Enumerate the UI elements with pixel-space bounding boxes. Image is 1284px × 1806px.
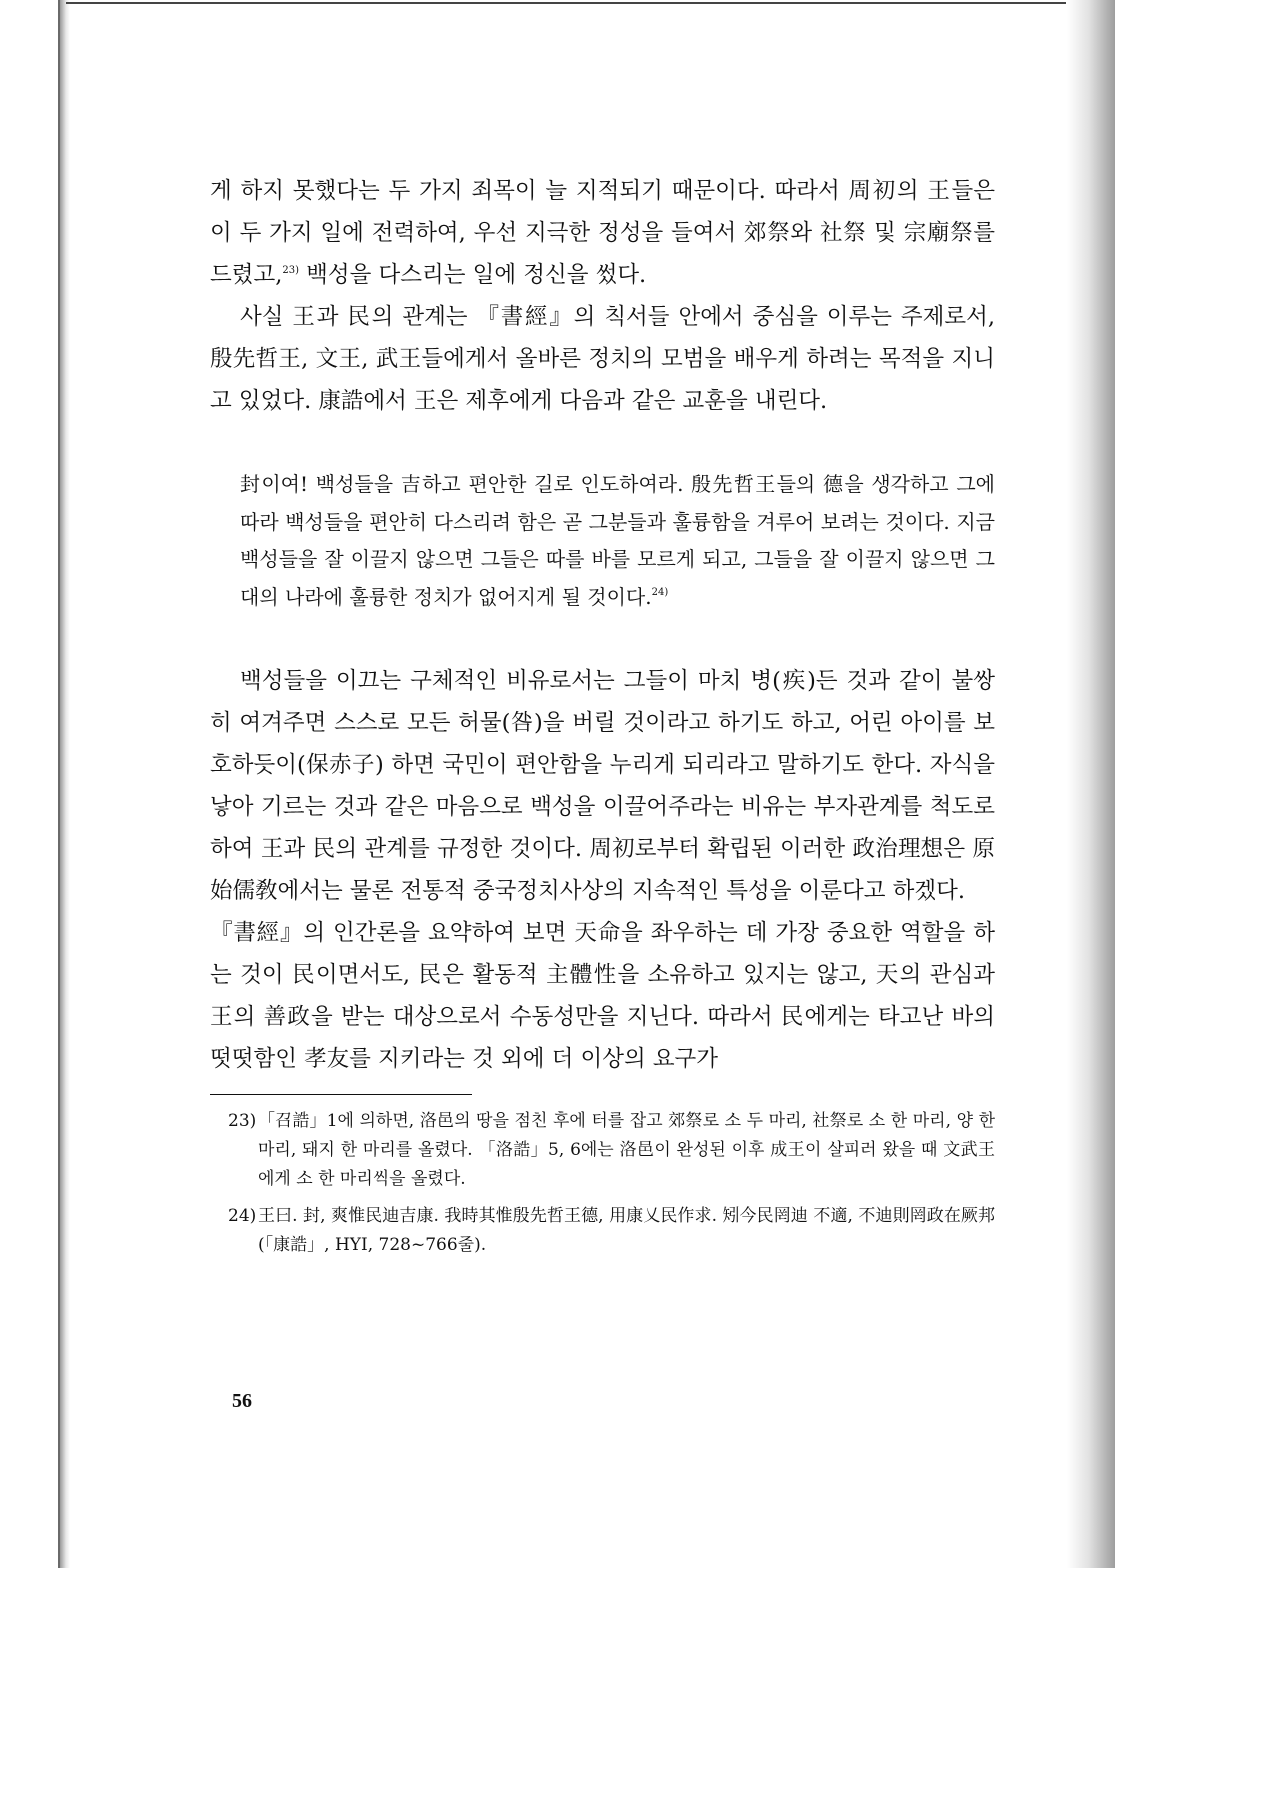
page-edge-left bbox=[58, 0, 70, 1568]
paragraph-shujing: 『書經』의 인간론을 요약하여 보면 天命을 좌우하는 데 가장 중요한 역할을 하는 것이 民이면서도, 民은 활동적 主體性을 소유하고 있지는 않고, 天의 관심과 王의 善政을 받는 대상으로서 수동성만을 지닌다. 따라서 民에게는 타고난 바의 떳떳함인 孝友를 지키라는 것 외에 더 이상의 요구가 bbox=[210, 920, 995, 1072]
block-quote bbox=[240, 466, 995, 616]
paragraph-continued bbox=[210, 170, 995, 296]
footnote-number: 23) bbox=[228, 1111, 257, 1131]
block-quote-text: 封이여! 백성들을 吉하고 편안한 길로 인도하여라. 殷先哲王들의 德을 생각하고 그에 따라 백성들을 편안히 다스리려 함은 곧 그분들과 훌륭함을 겨루어 보려는 것이다. 지금 백성들을 잘 이끌지 않으면 그들은 따를 바를 모르게 되고, 그들을 잘 이끌지 않으면 그대의 나라에 훌륭한 정치가 없어지게 될 것이다. bbox=[240, 472, 995, 609]
paragraph-text: 게 하지 못했다는 두 가지 죄목이 늘 지적되기 때문이다. 따라서 周初의 王들은 이 두 가지 일에 전력하여, 우선 지극한 정성을 들여서 郊祭와 社祭 및 宗廟祭를 드렸고, bbox=[210, 178, 995, 288]
footnotes bbox=[210, 1107, 995, 1260]
footnote-ref-24: 24) bbox=[651, 586, 669, 598]
paragraph-king-people: 사실 王과 民의 관계는 『書經』의 칙서들 안에서 중심을 이루는 주제로서, 殷先哲王, 文王, 武王들에게서 올바른 정치의 모범을 배우게 하려는 목적을 지니고 있었다. 康誥에서 王은 제후에게 다음과 같은 교훈을 내린다. bbox=[210, 304, 995, 414]
footnote-24 bbox=[228, 1202, 995, 1260]
text-block bbox=[210, 170, 995, 1260]
footnote-divider bbox=[210, 1094, 472, 1095]
page-shadow-right bbox=[1067, 0, 1115, 1568]
footnote-ref-23: 23) bbox=[282, 265, 299, 276]
footnote-number: 24) bbox=[228, 1206, 257, 1226]
page-number: 56 bbox=[232, 1390, 252, 1412]
paragraph-text-tail: 백성을 다스리는 일에 정신을 썼다. bbox=[299, 262, 647, 288]
page-edge-top bbox=[66, 2, 1066, 4]
footnote-text: 王曰. 封, 爽惟民迪吉康. 我時其惟殷先哲王德, 用康乂民作求. 矧今民罔迪 不適, 不迪則罔政在厥邦(「康誥」, HYI, 728~766줄). bbox=[258, 1206, 995, 1255]
footnote-23 bbox=[228, 1107, 995, 1194]
footnote-text: 「召誥」1에 의하면, 洛邑의 땅을 점친 후에 터를 잡고 郊祭로 소 두 마리, 社祭로 소 한 마리, 양 한 마리, 돼지 한 마리를 올렸다. 「洛誥」5, 6에는 洛邑이 완성된 이후 成王이 살피러 왔을 때 文武王에게 소 한 마리씩을 올렸다. bbox=[258, 1111, 995, 1189]
paragraph-metaphor: 백성들을 이끄는 구체적인 비유로서는 그들이 마치 병(疾)든 것과 같이 불쌍히 여겨주면 스스로 모든 허물(咎)을 버릴 것이라고 하기도 하고, 어린 아이를 보호하듯이(保赤子) 하면 국민이 편안함을 누리게 되리라고 말하기도 한다. 자식을 낳아 기르는 것과 같은 마음으로 백성을 이끌어주라는 비유는 부자관계를 척도로 하여 王과 民의 관계를 규정한 것이다. 周初로부터 확립된 이러한 政治理想은 原始儒敎에서는 물론 전통적 중국정치사상의 지속적인 특성을 이룬다고 하겠다. bbox=[210, 668, 995, 904]
